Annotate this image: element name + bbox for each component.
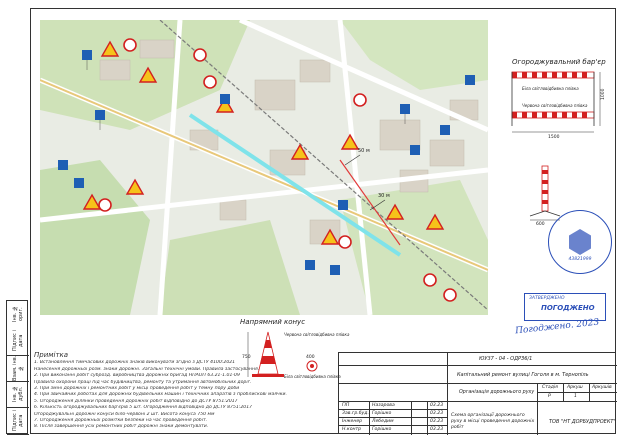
row-name: Лебедим [372,419,394,424]
approval-handwriting: Погоджено. 2023 [514,317,600,337]
cone-width-dim: 400 [306,355,315,360]
row-role: Зав.гр.буд. [342,411,369,416]
drawing-code: ЮУ37 - 04 - ОДРЗ6/1 [479,356,533,362]
note-item: 4. При звичайних роботах для дорожніх будівельних машин і технічних апаратів з проблискові маячки. [34,392,287,398]
fence-height-dim: 1000 [601,88,606,100]
row-role: Н.контр [342,427,362,432]
row-date: 03.23 [430,411,444,416]
approval-stamp-line2: ПОГОДЖЕНО [541,304,595,312]
row-date: 03.23 [430,419,444,424]
note-item: 7. Огородження дорожньої розмітки безпеки на час проведення робіт. [34,418,208,424]
margin-cell: Інв. № дубл. [7,381,29,408]
row-date: 03.23 [430,427,444,432]
stage-head: Стадія [542,385,558,390]
fence-title: Огороджувальний бар'єр [512,58,606,66]
site-map [40,20,488,315]
row-role: Інженер [342,419,363,424]
company-name: ТОВ "НТ ДОРБУДПРОЕКТ" [549,419,616,425]
row-role: ГІП [342,403,350,408]
margin-cell: Взам. інв. № [7,355,29,382]
note-item: 3. При зміні дорожніх і ремонтних робіт у місці проведення робіт у темну пору доби [34,386,240,392]
fence-width-dim: 1500 [548,135,560,140]
row-date: 03.23 [430,403,444,408]
approval-stamp [524,293,606,321]
margin-strip [6,300,28,434]
cone-title: Напрямний конус [240,318,306,326]
fence-top-label: Біла світловідбивна плівка [522,86,579,91]
row-name: Горішко [372,427,392,432]
note-item: 5. Огородження ділянки проведення дорожніх робіт відповідно до ДСТУ 8751:2017 [34,398,238,404]
note-item: Нанесення дорожньої розм. знаки дорожні. Загальні технічні умови. Правила застосування. [34,366,260,372]
company-seal [548,210,612,274]
cone-top-label: Червона світловідбивна плівка [284,332,350,337]
seal-number: 43821999 [568,257,592,262]
margin-cell: Підпис і дата [7,407,29,435]
row-name: Горішко [372,411,392,416]
note-item: 1. Встановлення тимчасових дорожніх знаків виконувати згідно з ДСТУ 4100:2021 [34,360,236,366]
margin-cell: Інв. № ориг. [12,305,24,323]
note-item: Огороджувальні дорожні конуси біло-червоні 2 шт. Висота конуса 750 мм [34,411,215,417]
notes [34,352,304,431]
note-item: Правила охорони праці під час будівництва, ремонту та утримання автомобільних доріг. [34,379,252,385]
cone-bottom-label: Біла світловідбивна плівка [284,374,341,379]
row-name: Назарова [372,403,395,408]
approval-stamp-line1: ЗАТВЕРДЖЕНО [529,296,565,301]
drawing-title: Схема організації дорожнього руху в місці проведення дорожніх робіт [451,413,535,430]
map-dimension-a: 50 м [358,148,370,154]
sheet-title: Організація дорожнього руху [459,390,535,395]
margin-cell: Підпис і дата [7,327,29,356]
notes-heading: Примітка [34,351,69,359]
sheet-head: Аркуш [567,385,583,390]
map-dimension-b: 30 м [378,193,390,199]
project-name: Капітальний ремонт вулиці Гоголя в м. Тернопіль [457,372,589,378]
trident-icon [569,229,591,255]
note-item: 6. Кількість огороджувальних бар'єрів 5 шт. Огородження відповідно до ДСТУ 8751:2017 [34,405,253,411]
fence-side-dim: 600 [536,222,545,226]
note-item: 8. Після завершення усіх ремонтних робіт дорожні знаки демонтувати. [34,424,209,430]
sheet-number: 1 [574,394,577,399]
stage-value: Р [548,394,551,399]
cone-height-dim: 750 [242,355,251,360]
fence-bottom-label: Червона світловідбивна плівка [522,103,588,108]
note-item: 2. При виконанні робіт суброзд. виробництва дорожніх бригад НПАОП 63.21-1.01-09 [34,373,240,379]
map-graphics [40,20,488,315]
sheets-head: Аркушів [592,385,612,390]
title-block [338,352,616,434]
fence-detail [500,66,616,226]
